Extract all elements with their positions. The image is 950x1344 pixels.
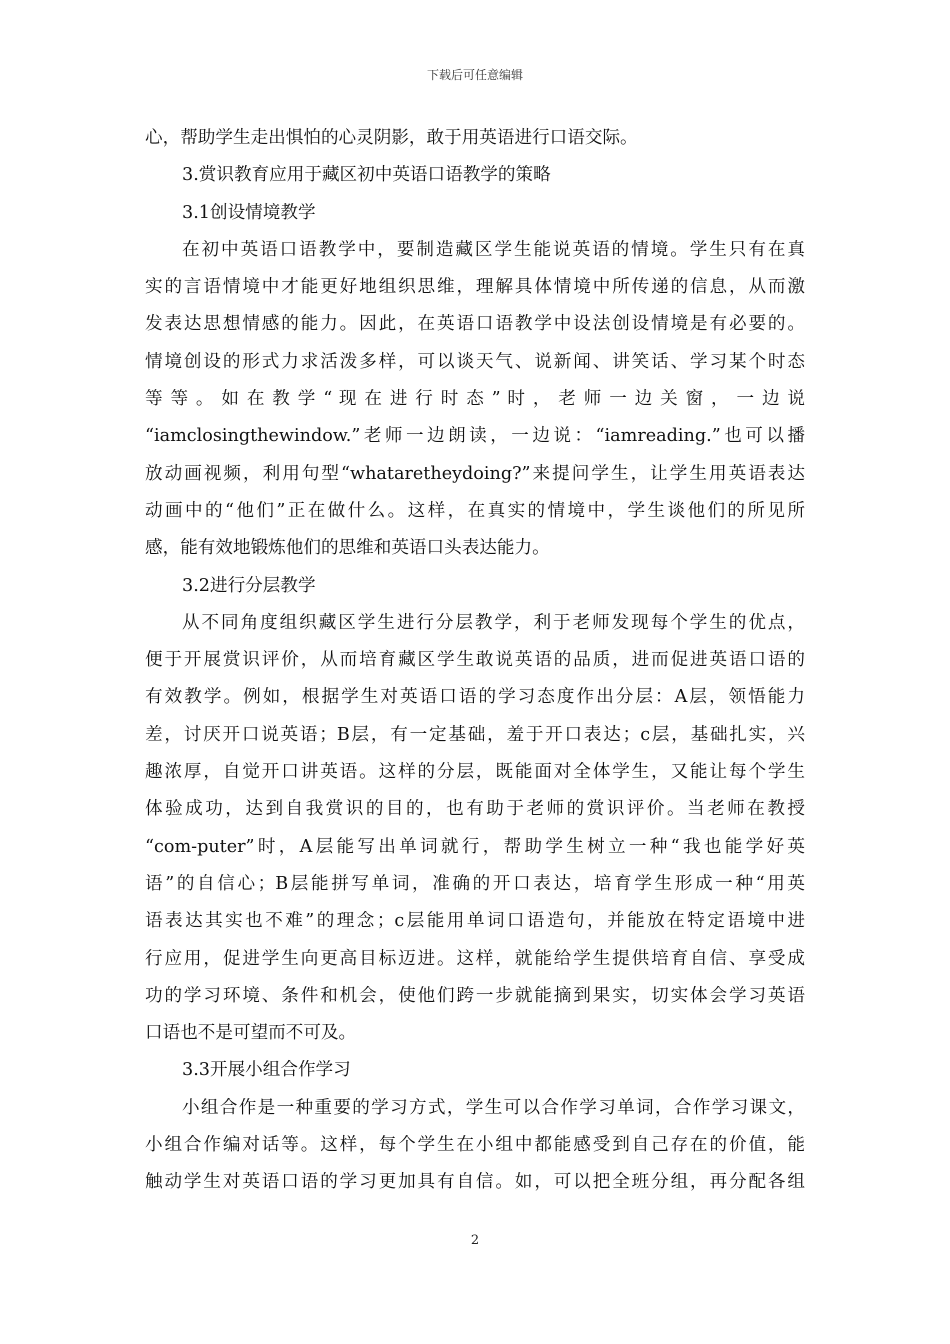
text-line: 3.1创设情境教学 <box>182 202 316 223</box>
text-line: 触动学生对英语口语的学习更加具有自信。如，可以把全班分组，再分配各组 <box>145 1172 805 1193</box>
text-line: 语”的自信心；B层能拼写单词，准确的开口表达，培育学生形成一种“用英 <box>145 873 805 894</box>
text-line: “com-puter”时，A层能写出单词就行，帮助学生树立一种“我也能学好英 <box>145 836 805 857</box>
text-line: 口语也不是可望而不可及。 <box>145 1023 357 1044</box>
text-line: 小组合作编对话等。这样，每个学生在小组中都能感受到自己存在的价值，能 <box>145 1135 805 1156</box>
text-line: 小组合作是一种重要的学习方式，学生可以合作学习单词，合作学习课文， <box>182 1097 805 1118</box>
text-line: 功的学习环境、条件和机会，使他们跨一步就能摘到果实，切实体会学习英语 <box>145 985 805 1006</box>
text-line: 放动画视频，利用句型“whataretheydoing?”来提问学生，让学生用英语表达 <box>145 463 805 484</box>
text-line: 3.赏识教育应用于藏区初中英语口语教学的策略 <box>182 165 551 186</box>
text-line: 心，帮助学生走出惧怕的心灵阴影，敢于用英语进行口语交际。 <box>145 128 638 148</box>
text-line: 差，讨厌开口说英语；B层，有一定基础，羞于开口表达；c层，基础扎实，兴 <box>145 724 805 745</box>
text-line: 实的言语情境中才能更好地组织思维，理解具体情境中所传递的信息，从而激 <box>145 277 805 298</box>
text-line: 从不同角度组织藏区学生进行分层教学，利于老师发现每个学生的优点， <box>182 612 805 633</box>
page-number: 2 <box>470 1233 480 1248</box>
text-line: 有效教学。例如，根据学生对英语口语的学习态度作出分层：A层，领悟能力 <box>145 687 805 708</box>
text-line: 等 等 。 如 在 教 学 “ 现 在 进 行 时 态 ” 时 ， 老 师 一 边 关 窗 ， 一 边 说 <box>145 389 805 410</box>
text-line: 趣浓厚，自觉开口讲英语。这样的分层，既能面对全体学生，又能让每个学生 <box>145 762 805 783</box>
text-line: 发表达思想情感的能力。因此，在英语口语教学中设法创设情境是有必要的。 <box>145 314 805 335</box>
text-line: “iamclosingthewindow.”老师一边朗读，一边说：“iamreading.”也可以播 <box>145 426 805 447</box>
page-header: 下载后可任意编辑 <box>426 68 523 82</box>
text-line: 动画中的“他们”正在做什么。这样，在真实的情境中，学生谈他们的所见所 <box>145 500 805 521</box>
text-line: 3.3开展小组合作学习 <box>182 1060 351 1081</box>
text-line: 便于开展赏识评价，从而培育藏区学生敢说英语的品质，进而促进英语口语的 <box>145 650 805 671</box>
text-line: 行应用，促进学生向更高目标迈进。这样，就能给学生提供培育自信、享受成 <box>145 948 805 969</box>
text-line: 体验成功，达到自我赏识的目的，也有助于老师的赏识评价。当老师在教授 <box>145 799 805 820</box>
document-body <box>145 120 805 1202</box>
text-line: 在初中英语口语教学中，要制造藏区学生能说英语的情境。学生只有在真 <box>182 239 805 260</box>
text-line: 语表达其实也不难”的理念；c层能用单词口语造句，并能放在特定语境中进 <box>145 911 805 932</box>
text-line: 情境创设的形式力求活泼多样，可以谈天气、说新闻、讲笑话、学习某个时态 <box>145 351 805 372</box>
text-line: 3.2进行分层教学 <box>182 575 316 596</box>
text-line: 感，能有效地锻炼他们的思维和英语口头表达能力。 <box>145 538 550 559</box>
